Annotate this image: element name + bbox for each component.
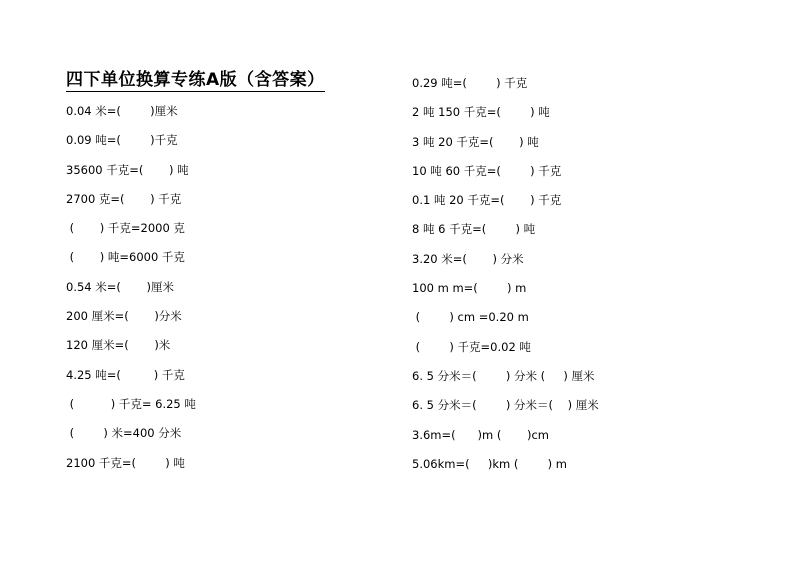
exercise-item: 6. 5 分米＝( ) 分米 ( ) 厘米 — [412, 368, 595, 383]
page-title: 四下单位换算专练A版（含答案） — [66, 70, 325, 90]
exercise-item: 0.1 吨 20 千克=( ) 千克 — [412, 193, 562, 208]
exercise-item: ( ) 千克= 6.25 吨 — [66, 396, 196, 411]
exercise-item: 0.09 吨=( )千克 — [66, 133, 178, 148]
exercise-item: 0.04 米=( )厘米 — [66, 104, 178, 118]
exercise-item: 5.06km=( )km ( ) m — [412, 456, 567, 471]
exercise-item: 3.6m=( )m ( )cm — [412, 427, 549, 442]
exercise-item: 120 厘米=( )米 — [66, 338, 171, 353]
exercise-item: 3 吨 20 千克=( ) 吨 — [412, 134, 539, 149]
exercise-item: 100 m m=( ) m — [412, 281, 527, 296]
exercise-item: 35600 千克=( ) 吨 — [66, 162, 189, 177]
exercise-item: 6. 5 分米＝( ) 分米＝( ) 厘米 — [412, 398, 599, 413]
exercise-item: 4.25 吨=( ) 千克 — [66, 367, 185, 382]
exercise-item: ( ) 吨=6000 千克 — [66, 250, 185, 265]
left-exercise-list — [66, 102, 196, 483]
exercise-item: 0.54 米=( )厘米 — [66, 279, 174, 294]
exercise-item: 2 吨 150 千克=( ) 吨 — [412, 105, 550, 120]
exercise-item: 200 厘米=( )分米 — [66, 309, 182, 324]
exercise-item: ( ) 千克=0.02 吨 — [412, 339, 531, 354]
exercise-item: ( ) 米=400 分米 — [66, 426, 182, 441]
exercise-item: 3.20 米=( ) 分米 — [412, 251, 524, 266]
exercise-item: 10 吨 60 千克=( ) 千克 — [412, 163, 562, 178]
right-exercise-list — [412, 74, 599, 484]
exercise-item: ( ) cm =0.20 m — [412, 310, 529, 325]
exercise-item: 2700 克=( ) 千克 — [66, 191, 182, 206]
exercise-item: 8 吨 6 千克=( ) 吨 — [412, 222, 536, 237]
exercise-item: 0.29 吨=( ) 千克 — [412, 76, 528, 90]
exercise-item: ( ) 千克=2000 克 — [66, 221, 185, 236]
exercise-item: 2100 千克=( ) 吨 — [66, 455, 185, 470]
